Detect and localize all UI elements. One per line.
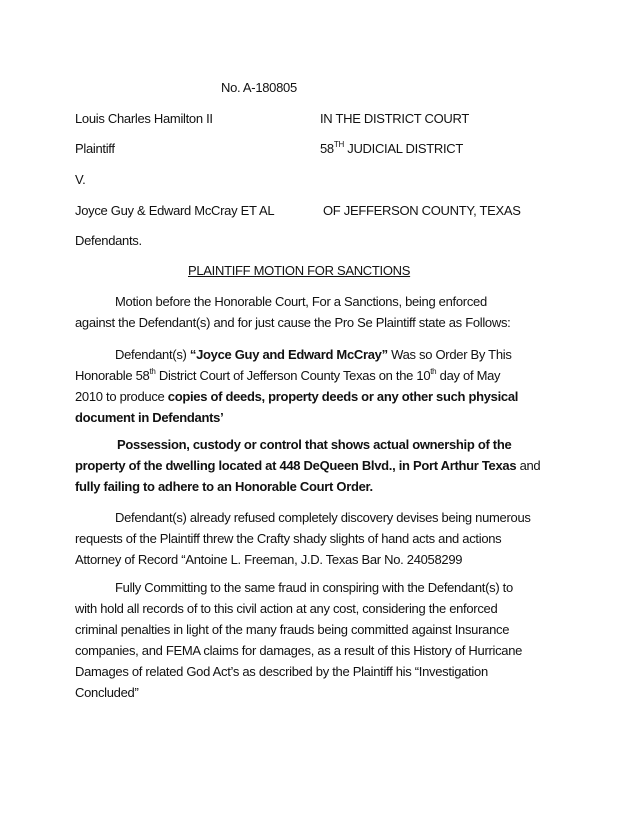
court-name: IN THE DISTRICT COURT [320, 111, 469, 126]
paragraph-4 [75, 507, 569, 570]
paragraph-3 [75, 434, 569, 497]
motion-title: PLAINTIFF MOTION FOR SANCTIONS [188, 263, 411, 278]
plaintiff-name: Louis Charles Hamilton II [75, 111, 213, 126]
paragraph-line: Defendant(s) already refused completely discovery devises being numerous [115, 510, 531, 525]
paragraph-5 [75, 577, 569, 703]
paragraph-line: with hold all records of to this civil action at any cost, considering the enforced [75, 601, 498, 616]
paragraph-line: property of the dwelling located at 448 DeQueen Blvd., in Port Arthur Texas and [75, 458, 541, 473]
plaintiff-role: Plaintiff [75, 141, 115, 156]
defendant-role: Defendants. [75, 233, 142, 248]
paragraph-line: Attorney of Record “Antoine L. Freeman, J.D. Texas Bar No. 24058299 [75, 552, 463, 567]
paragraph-line: Honorable 58th District Court of Jefferson County Texas on the 10th day of May [75, 367, 501, 383]
paragraph-line: Concluded” [75, 685, 139, 700]
paragraph-line: companies, and FEMA claims for damages, as a result of this History of Hurricane [75, 643, 523, 658]
paragraph-line: criminal penalties in light of the many frauds being committed against Insurance [75, 622, 510, 637]
paragraph-2 [75, 344, 569, 428]
paragraph-line: requests of the Plaintiff threw the Crafty shady slights of hand acts and actions [75, 531, 502, 546]
versus: V. [75, 172, 86, 187]
paragraph-line: Motion before the Honorable Court, For a Sanctions, being enforced [115, 294, 487, 309]
paragraph-line: against the Defendant(s) and for just cause the Pro Se Plaintiff state as Follows: [75, 315, 511, 330]
paragraph-line: Possession, custody or control that shows actual ownership of the [117, 437, 512, 452]
judicial-district: 58TH JUDICIAL DISTRICT [320, 140, 464, 156]
case-number: No. A-180805 [221, 80, 297, 95]
paragraph-line: Fully Committing to the same fraud in conspiring with the Defendant(s) to [115, 580, 513, 595]
paragraph-line: Defendant(s) “Joyce Guy and Edward McCray” Was so Order By This [115, 347, 512, 362]
paragraph-line: document in Defendants’ [75, 410, 224, 425]
county-name: OF JEFFERSON COUNTY, TEXAS [323, 203, 521, 218]
defendant-names: Joyce Guy & Edward McCray ET AL [75, 203, 275, 218]
paragraph-line: 2010 to produce copies of deeds, property deeds or any other such physical [75, 389, 519, 404]
paragraph-line: fully failing to adhere to an Honorable Court Order. [75, 479, 373, 494]
paragraph-line: Damages of related God Act’s as described by the Plaintiff his “Investigation [75, 664, 488, 679]
paragraph-1 [75, 291, 569, 333]
